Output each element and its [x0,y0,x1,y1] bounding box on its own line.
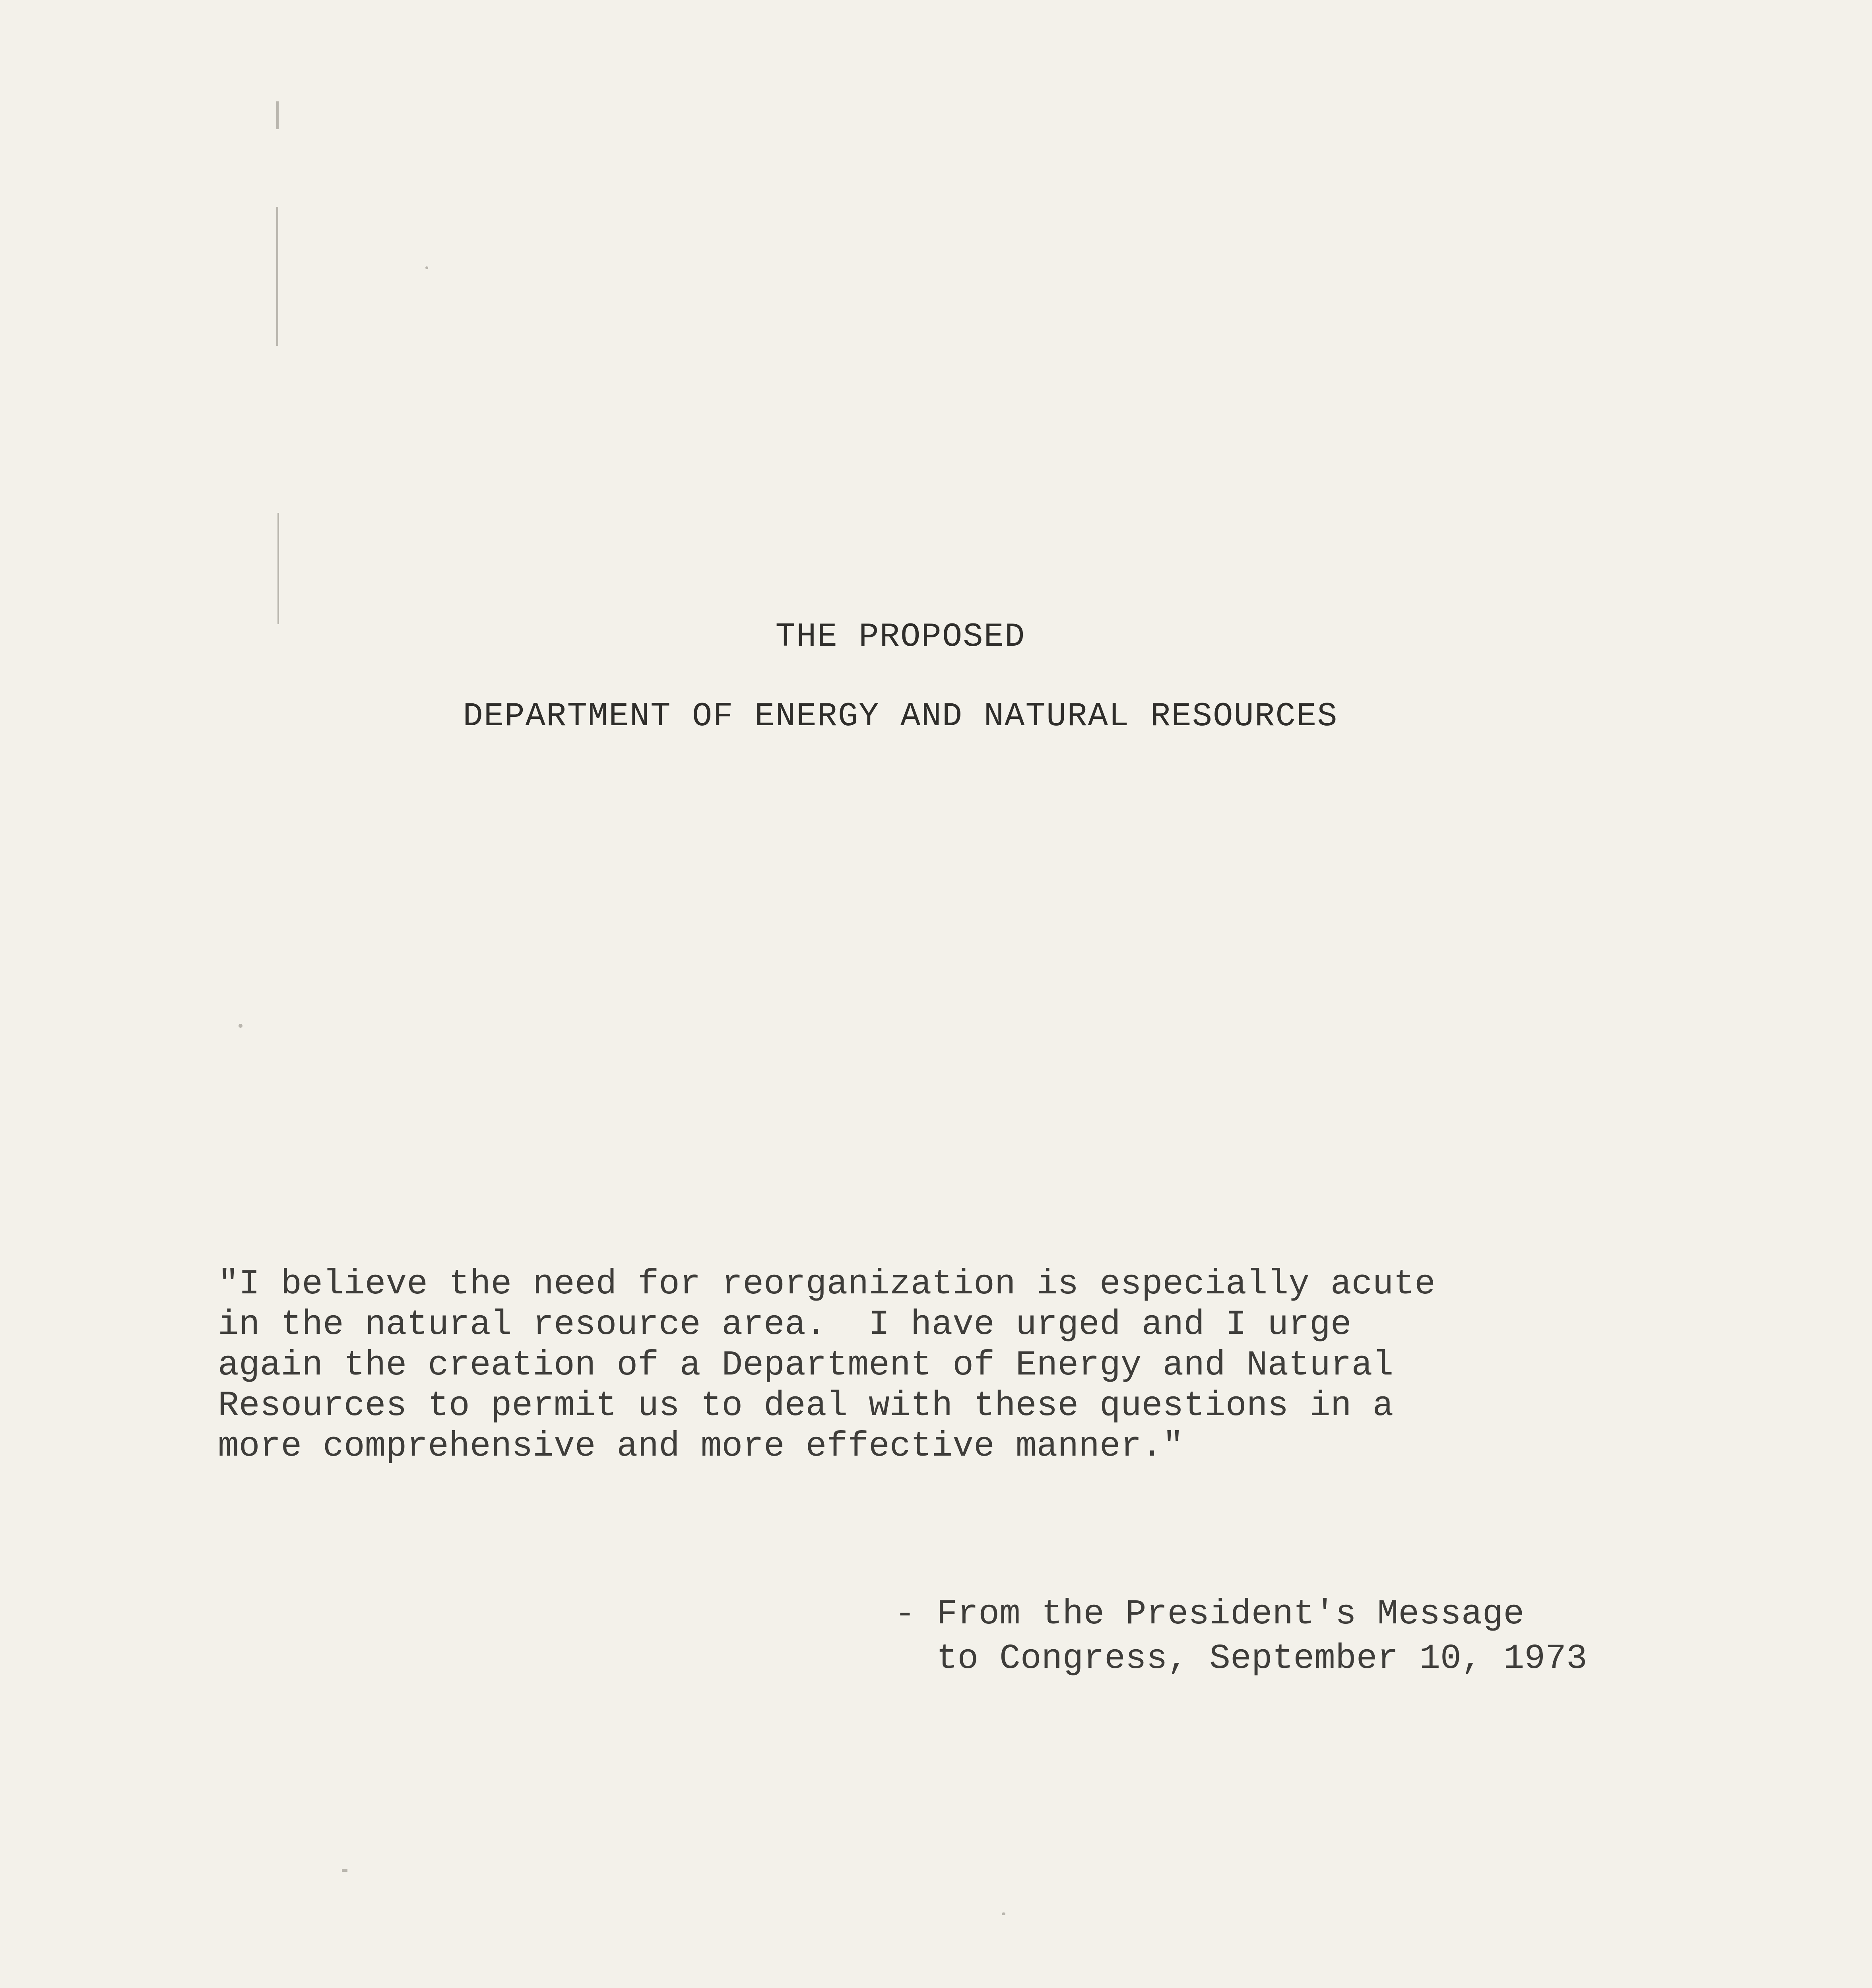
attribution-line: - From the President's Message [894,1595,1525,1634]
scan-artifact [425,266,428,269]
document-title-line-2: DEPARTMENT OF ENERGY AND NATURAL RESOURCES [463,698,1338,736]
quote-line: in the natural resource area. I have urged and I urge [218,1305,1352,1345]
quote-attribution [894,1592,1749,1681]
scan-artifact [276,101,279,129]
scan-artifact [276,207,278,346]
scan-artifact [277,513,279,624]
document-title-line-1: THE PROPOSED [775,618,1026,656]
presidential-quote [218,1264,1689,1467]
scan-artifact [342,1869,347,1872]
scan-artifact [1002,1912,1005,1915]
attribution-line: to Congress, September 10, 1973 [894,1639,1587,1679]
scan-artifact [239,1024,242,1028]
quote-line: "I believe the need for reorganization is especially acute [218,1265,1436,1304]
quote-line: Resources to permit us to deal with these questions in a [218,1386,1394,1426]
quote-line: more comprehensive and more effective manner." [218,1427,1184,1466]
quote-line: again the creation of a Department of Energy and Natural [218,1346,1394,1385]
